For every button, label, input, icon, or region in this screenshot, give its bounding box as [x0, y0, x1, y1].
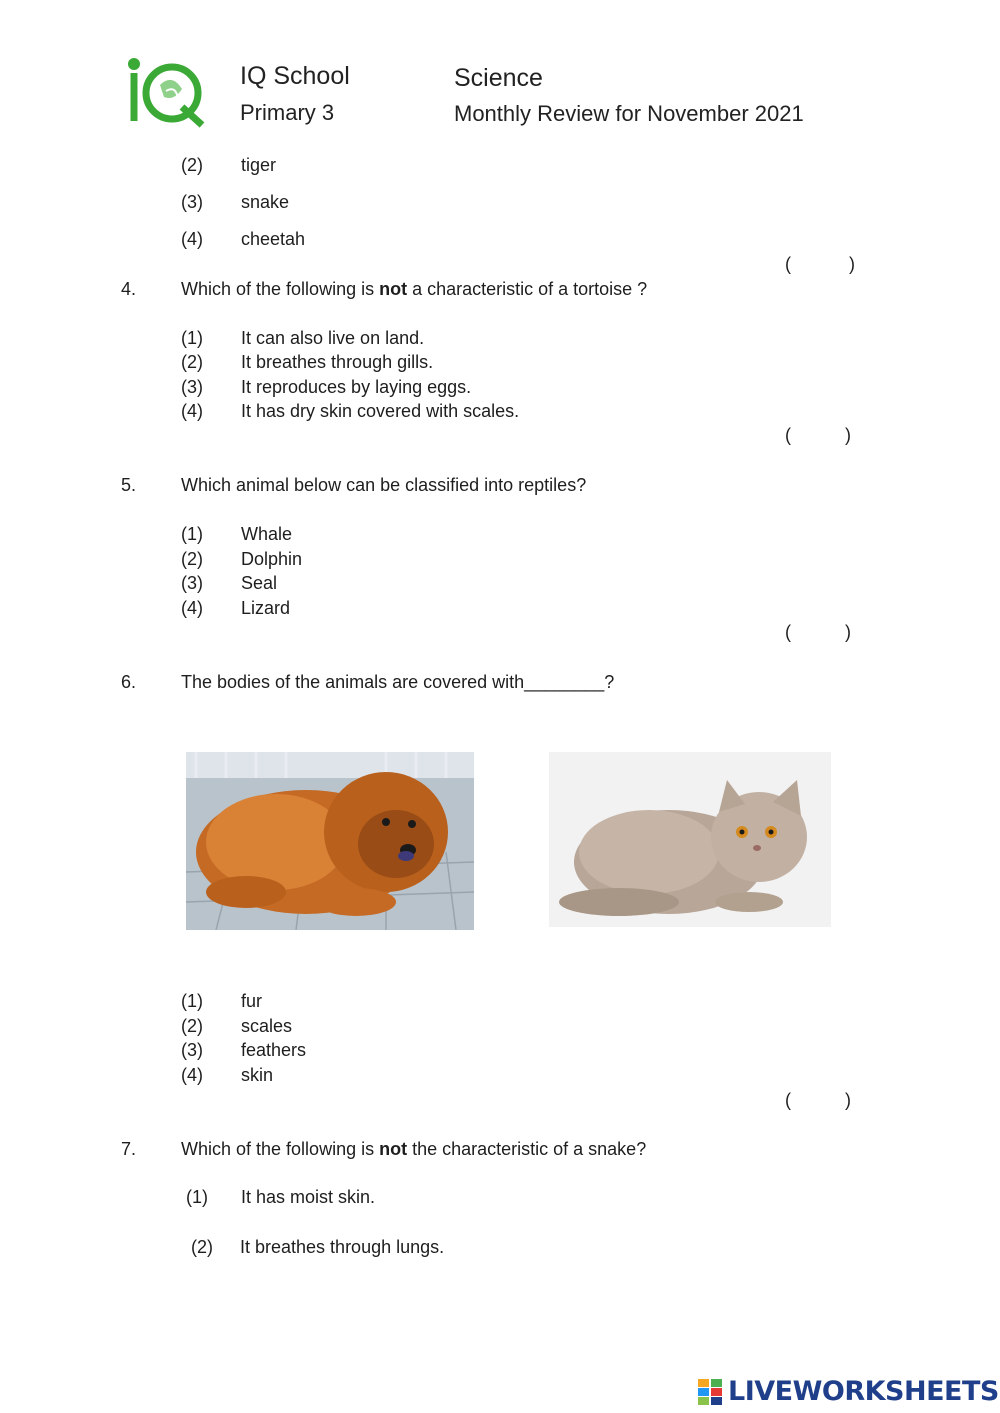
q5-option-text: Whale	[241, 524, 293, 544]
answer-bracket-close: )	[849, 254, 855, 274]
q5-option-text: Seal	[241, 573, 278, 593]
q6-option-text: scales	[241, 1016, 293, 1036]
q6-option-text: skin	[241, 1065, 274, 1085]
question-number: 6.	[121, 672, 137, 692]
question-number: 4.	[121, 279, 137, 299]
answer-bracket-open: (	[785, 622, 791, 642]
liveworksheets-icon	[698, 1379, 722, 1405]
question-text: Which of the following is not a characteristic of a tortoise ?	[181, 279, 648, 299]
q4-option-text: It breathes through gills.	[241, 352, 434, 372]
dog-photo	[186, 752, 474, 930]
review-title: Monthly Review for November 2021	[454, 101, 804, 126]
q5-option-number: (2)	[181, 549, 203, 569]
question-text: Which of the following is not the characteristic of a snake?	[181, 1139, 647, 1159]
answer-bracket-open: (	[785, 425, 791, 445]
question-text: Which animal below can be classified into reptiles?	[181, 475, 587, 495]
school-name: IQ School	[240, 62, 350, 90]
question-number: 7.	[121, 1139, 137, 1159]
q5-option-number: (4)	[181, 598, 203, 618]
answer-bracket-close: )	[845, 1090, 851, 1110]
subject-title: Science	[454, 64, 543, 92]
q7-option-number: (1)	[186, 1187, 208, 1207]
q3-option-number: (3)	[181, 192, 203, 212]
q6-option-text: fur	[241, 991, 263, 1011]
cat-photo	[549, 752, 831, 927]
q3-option-text: cheetah	[241, 229, 306, 249]
q5-option-text: Lizard	[241, 598, 291, 618]
q7-option-number: (2)	[191, 1237, 213, 1257]
question-number: 5.	[121, 475, 137, 495]
answer-bracket-close: )	[845, 425, 851, 445]
class-level: Primary 3	[240, 100, 335, 125]
q4-option-number: (2)	[181, 352, 203, 372]
q5-option-number: (3)	[181, 573, 203, 593]
q7-option-text: It has moist skin.	[241, 1187, 376, 1207]
q6-option-number: (4)	[181, 1065, 203, 1085]
q3-option-text: tiger	[241, 155, 277, 175]
q5-option-text: Dolphin	[241, 549, 303, 569]
q3-option-number: (2)	[181, 155, 203, 175]
q6-option-number: (1)	[181, 991, 203, 1011]
liveworksheets-logo	[698, 1376, 999, 1407]
q3-option-number: (4)	[181, 229, 203, 249]
iq-school-logo	[120, 55, 208, 130]
q4-option-text: It reproduces by laying eggs.	[241, 377, 472, 397]
question-text: The bodies of the animals are covered with________?	[181, 672, 615, 692]
answer-bracket-open: (	[785, 1090, 791, 1110]
q6-option-number: (3)	[181, 1040, 203, 1060]
q4-option-text: It has dry skin covered with scales.	[241, 401, 520, 421]
q4-option-number: (4)	[181, 401, 203, 421]
q4-option-number: (1)	[181, 328, 203, 348]
answer-bracket-open: (	[785, 254, 791, 274]
answer-bracket-close: )	[845, 622, 851, 642]
q6-option-number: (2)	[181, 1016, 203, 1036]
q7-option-text: It breathes through lungs.	[240, 1237, 445, 1257]
q6-option-text: feathers	[241, 1040, 307, 1060]
q4-option-number: (3)	[181, 377, 203, 397]
liveworksheets-brand: LIVEWORKSHEETS	[728, 1376, 999, 1407]
q4-option-text: It can also live on land.	[241, 328, 425, 348]
q3-option-text: snake	[241, 192, 290, 212]
q5-option-number: (1)	[181, 524, 203, 544]
